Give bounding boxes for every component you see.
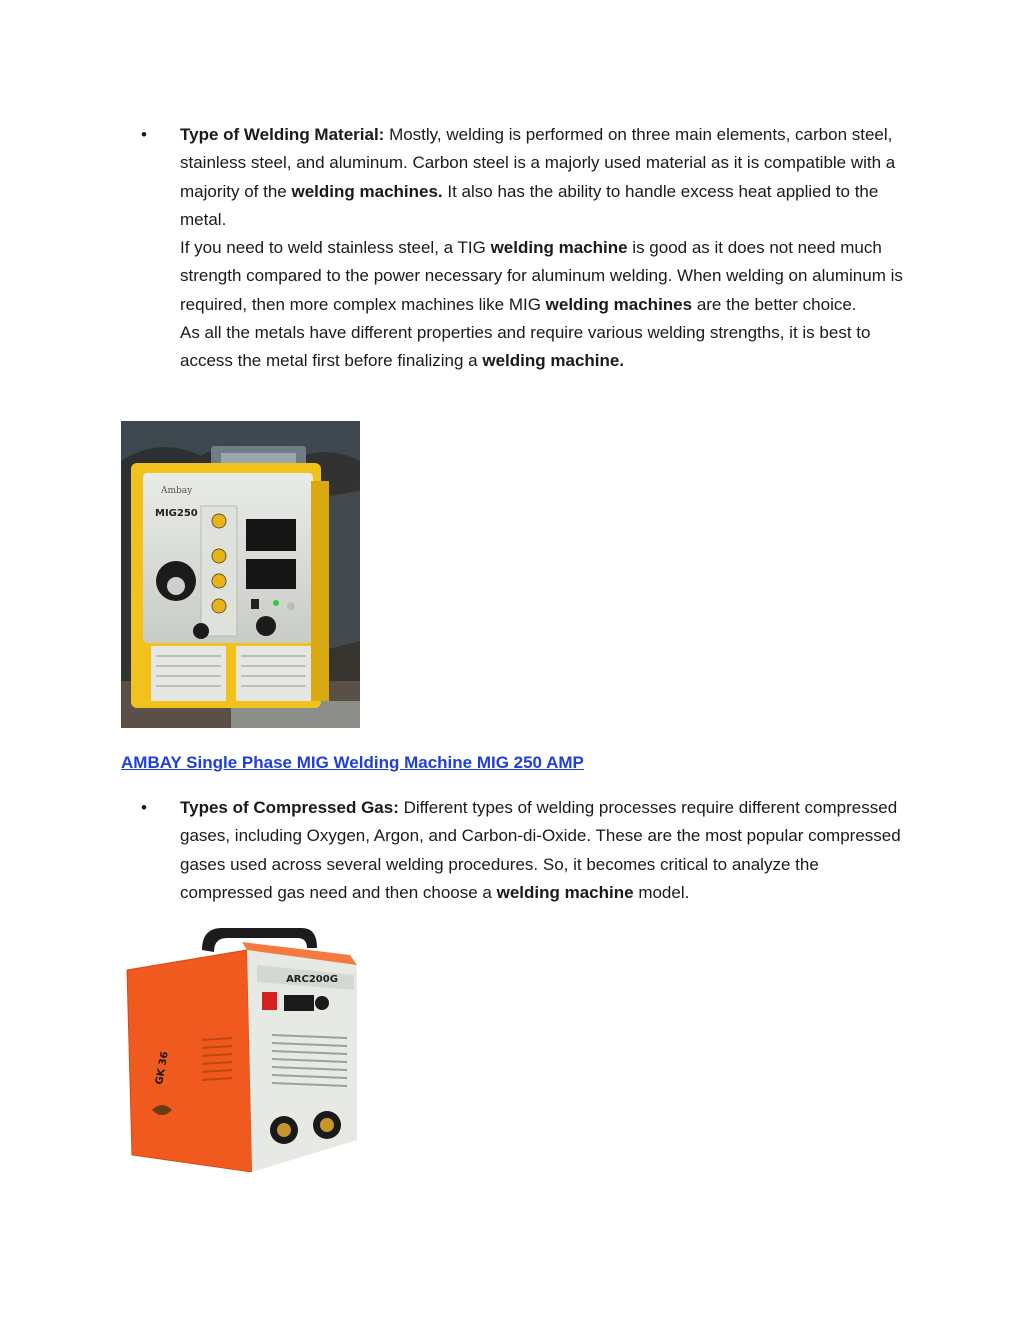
model-label: ARC200G — [286, 974, 338, 985]
paragraph-1: Types of Compressed Gas: Different types of welding processes require different compressed gases, including Oxygen, Argon, and Carbon-di-Oxide. These are the most popular compressed gases used across several welding procedures. So, it becomes critical to analyze the compressed gas need and then choose a welding machine model. — [180, 798, 901, 902]
bullet-text — [180, 794, 910, 907]
bullet-item-compressed-gas — [141, 794, 910, 907]
side-label: GK 36 — [154, 1050, 171, 1086]
section-heading: Type of Welding Material: — [180, 125, 385, 144]
bullet-item-welding-material — [141, 121, 910, 376]
paragraph-1: Type of Welding Material: Mostly, welding is performed on three main elements, carbon steel, stainless steel, and aluminum. Carbon steel is a majorly used material as it is compatible with a majority of the welding machines. It also has the ability to handle excess heat applied to the metal. — [180, 125, 896, 229]
bullet-icon: • — [141, 798, 147, 817]
section-heading: Types of Compressed Gas: — [180, 798, 399, 817]
product-link-ambay-mig-250[interactable]: AMBAY Single Phase MIG Welding Machine MIG 250 AMP — [121, 753, 584, 772]
paragraph-2: If you need to weld stainless steel, a TIG welding machine is good as it does not need much strength compared to the power necessary for aluminum welding. When welding on aluminum is required, then more complex machines like MIG welding machines are the better choice. — [180, 238, 903, 314]
bullet-text — [180, 121, 910, 376]
model-label: MIG250 — [155, 508, 198, 519]
bullet-icon: • — [141, 125, 147, 144]
mig-welding-machine-photo — [121, 421, 360, 728]
brand-label: Ambay — [161, 486, 193, 496]
paragraph-3: As all the metals have different properties and require various welding strengths, it is best to access the metal first before finalizing a welding machine. — [180, 323, 871, 371]
arc-welding-machine-photo — [122, 920, 362, 1172]
